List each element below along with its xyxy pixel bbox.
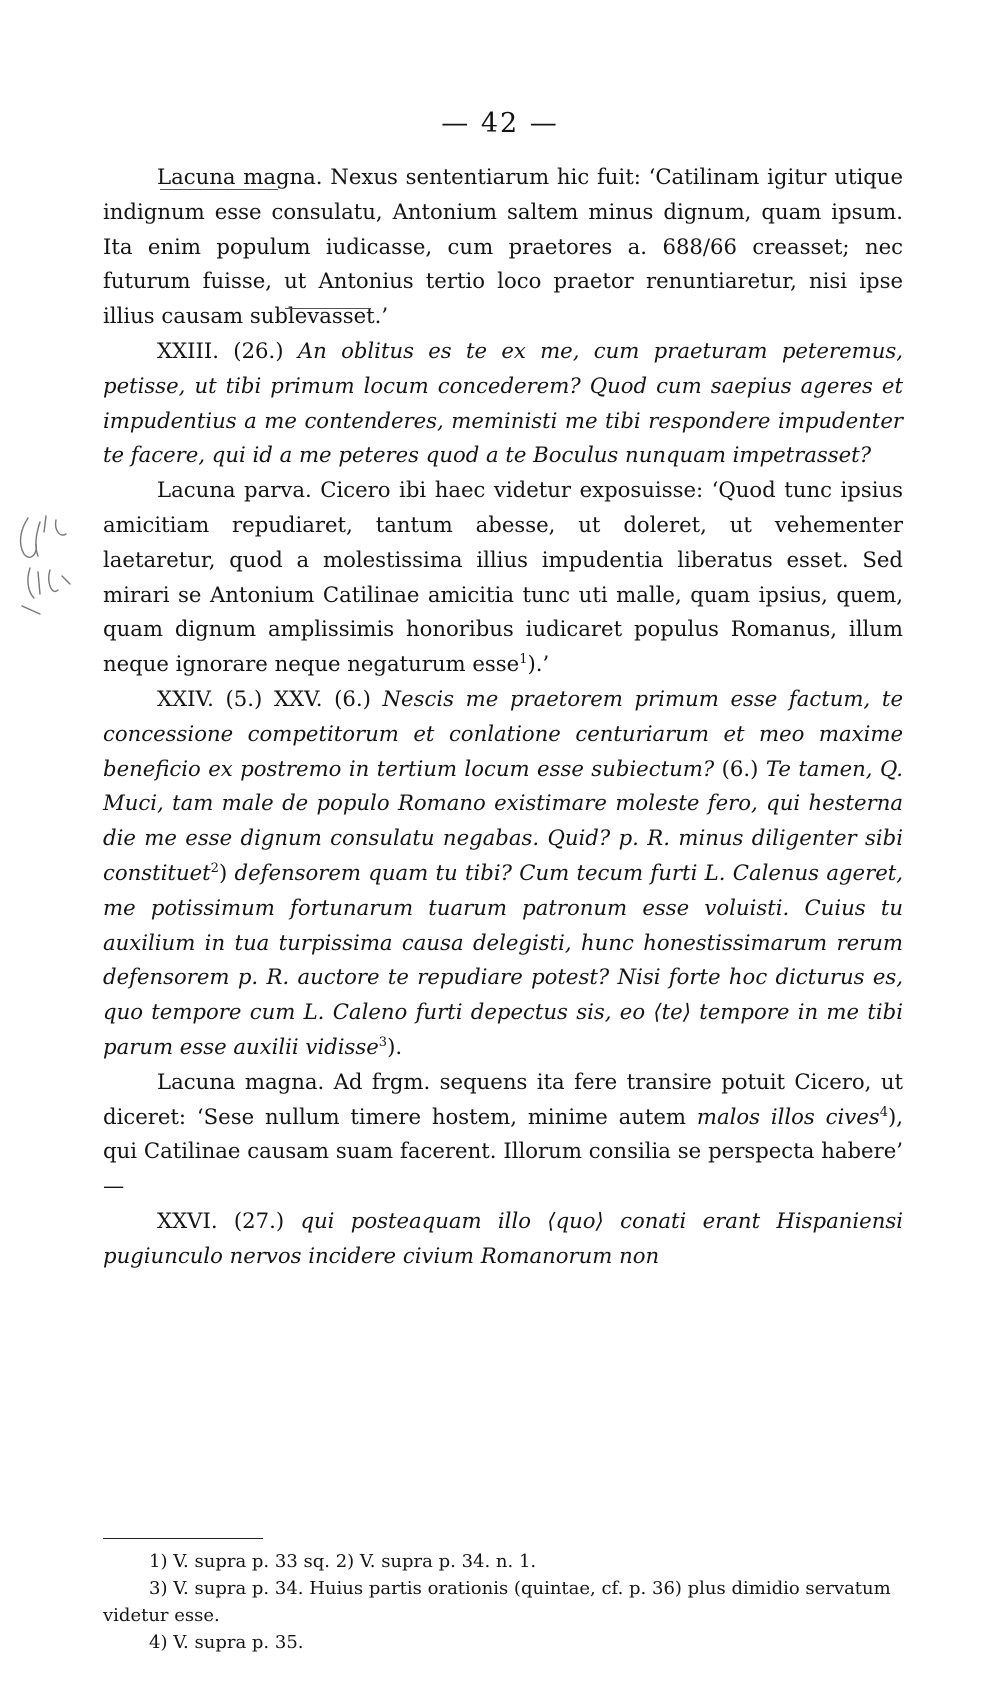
italic-text: Te tamen, Q. Muci, tam male de populo Romano existimare moleste fero, qui hesterna die me esse dignum consulatu negabas. Quid? p. R. minus diligenter sibi constituet xyxy=(103,755,904,885)
footnote-ref: 4 xyxy=(879,1104,888,1120)
body-text xyxy=(103,160,903,1274)
pencil-underline-mark xyxy=(160,189,278,190)
text: XXIII. (26.) xyxy=(157,337,298,363)
page-number: — 42 — xyxy=(441,108,559,139)
text: ) xyxy=(218,859,235,885)
italic-text: qui posteaquam illo ⟨quo⟩ conati erant Hispaniensi pugiunculo nervos incidere civium Romanorum non xyxy=(103,1207,903,1268)
paragraph xyxy=(103,1204,903,1274)
text: ).’ xyxy=(527,651,550,677)
handwritten-margin-mark-icon xyxy=(10,510,90,620)
italic-text: An oblitus es te ex me, cum praeturam peteremus, petisse, ut tibi primum locum concederem? Quod cum saepius ageres et impudentius a me contenderes, meministi me tibi respondere impudenter te facere, qui id a me peteres quod a te Boculus nunquam impetrasset? xyxy=(103,337,903,468)
italic-text: Nescis me praetorem primum esse factum, te concessione competitorum et conlatione centuriarum et meo maxime beneficio ex postremo in tertium locum esse subiectum? xyxy=(103,685,903,781)
italic-text: malos illos cives xyxy=(696,1103,880,1129)
paragraph xyxy=(103,160,903,334)
footnote-ref: 3 xyxy=(378,1034,388,1050)
text: Lacuna parva. Cicero ibi haec videtur exposuisse: ‘Quod tunc ipsius amicitiam repudiaret, tantum abesse, ut doleret, ut vehementer laetaretur, quod a molestissima illius impudentia liberatus esset. Sed mirari se Antonium Catilinae amicitia tunc uti malle, quam ipsius, quem, quam dignum amplissimis honoribus iudicaret populus Romanus, illum neque ignorare neque negaturum esse xyxy=(103,477,903,677)
text: (6.) xyxy=(721,755,766,781)
text: XXVI. (27.) xyxy=(157,1207,301,1233)
footnote: 1) V. supra p. 33 sq. 2) V. supra p. 34. n. 1. xyxy=(149,1551,537,1572)
footnote: 3) V. supra p. 34. Huius partis orationis (quintae, cf. p. 36) plus dimidio servatum videtur esse. xyxy=(103,1578,891,1626)
footnote-separator xyxy=(103,1538,263,1539)
pencil-underline-mark xyxy=(285,308,371,309)
text: Lacuna magna. Nexus sententiarum hic fuit: ‘Catilinam igitur utique indignum esse consulatu, Antonium saltem minus dignum, quam ipsum. Ita enim populum iudicasse, cum praetores a. 688/66 creasset; nec futurum fuisse, ut Antonius tertio loco praetor renuntiaretur, nisi ipse illius causam sublevasset.’ xyxy=(103,164,903,329)
footnote-ref: 1 xyxy=(519,652,528,668)
paragraph xyxy=(103,334,903,473)
footnotes xyxy=(103,1548,903,1656)
footnote: 4) V. supra p. 35. xyxy=(149,1632,304,1653)
italic-text: defensorem quam tu tibi? Cum tecum furti L. Calenus ageret, me potissimum fortunarum tuarum patronum esse voluisti. Cuius tu auxilium in tua turpissima causa delegisti, hunc honestissimarum rerum defensorem p. R. auctore te repudiare potest? Nisi forte hoc dicturus es, quo tempore cum L. Caleno furti depectus sis, eo ⟨te⟩ tempore in me tibi parum esse auxilii vidisse xyxy=(103,859,903,1059)
text: ). xyxy=(387,1033,403,1059)
text: ), qui Catilinae causam suam facerent. Illorum consilia se perspecta habere’ — xyxy=(103,1103,903,1199)
paragraph xyxy=(103,682,903,1065)
text: Lacuna magna. Ad frgm. sequens ita fere transire potuit Cicero, ut diceret: ‘Sese nullum timere hostem, minime autem xyxy=(103,1068,903,1129)
paragraph xyxy=(103,473,903,682)
text: XXIV. (5.) XXV. (6.) xyxy=(157,685,383,711)
paragraph xyxy=(103,1065,903,1204)
footnote-ref: 2 xyxy=(210,860,219,876)
